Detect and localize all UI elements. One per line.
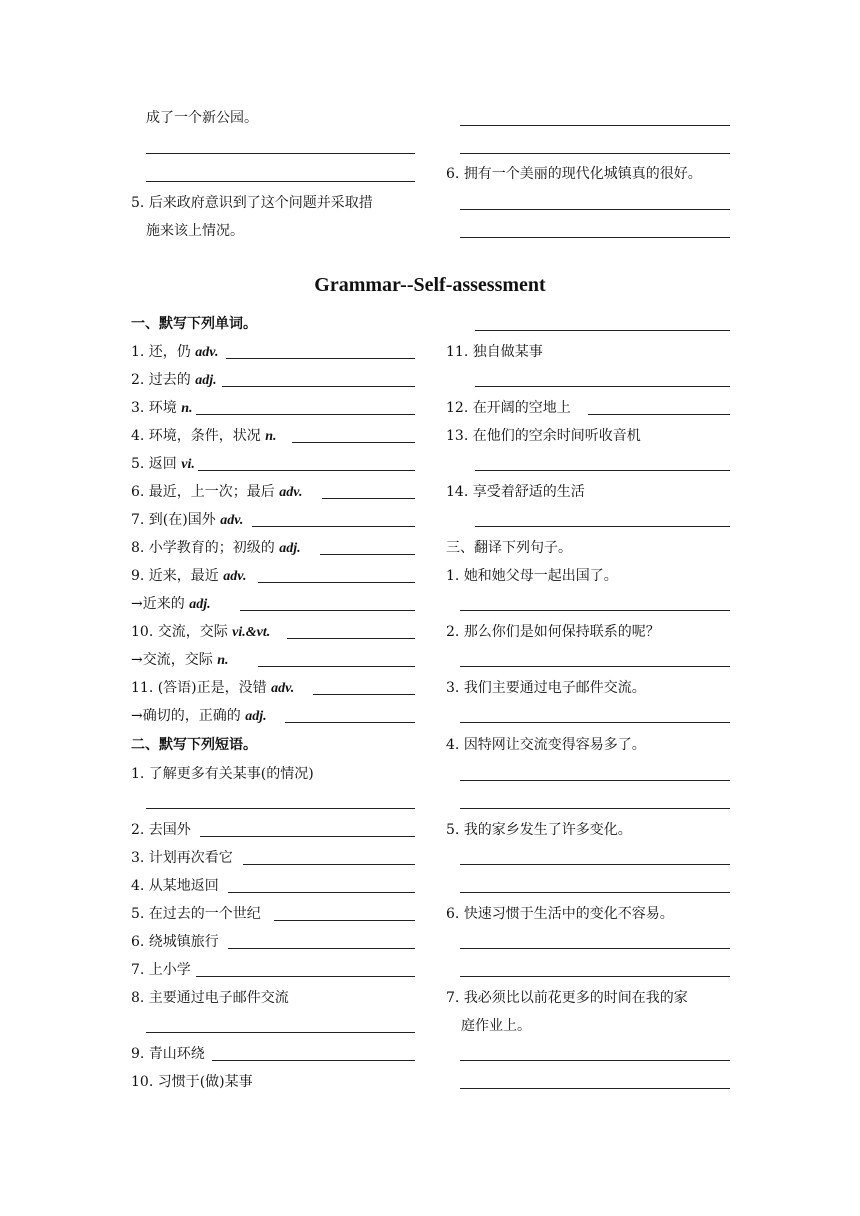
phrase-item: 6. 绕城镇旅行 xyxy=(131,934,219,950)
answer-blank[interactable] xyxy=(460,780,730,781)
word-item: 3. 环境 n. xyxy=(131,400,193,416)
answer-blank[interactable] xyxy=(320,554,415,555)
answer-blank[interactable] xyxy=(228,892,415,893)
answer-blank[interactable] xyxy=(460,976,730,977)
answer-blank[interactable] xyxy=(198,470,415,471)
item-number: 5. xyxy=(131,195,145,211)
answer-blank[interactable] xyxy=(146,181,415,182)
answer-blank[interactable] xyxy=(146,1032,415,1033)
word-item: →确切的，正确的 adj. xyxy=(131,708,267,724)
word-item: 4. 环境，条件，状况 n. xyxy=(131,428,277,444)
sentence-item: 3. 我们主要通过电子邮件交流。 xyxy=(446,680,646,696)
answer-blank[interactable] xyxy=(146,153,415,154)
item-number: 6. xyxy=(446,166,460,182)
word-item: 2. 过去的 adj. xyxy=(131,372,217,388)
item-text: 后来政府意识到了这个问题并采取措 xyxy=(148,195,373,211)
answer-blank[interactable] xyxy=(475,526,730,527)
answer-blank[interactable] xyxy=(460,666,730,667)
answer-blank[interactable] xyxy=(243,864,415,865)
answer-blank[interactable] xyxy=(460,237,730,238)
answer-blank[interactable] xyxy=(196,414,415,415)
answer-blank[interactable] xyxy=(460,1060,730,1061)
item-text: 拥有一个美丽的现代化城镇真的很好。 xyxy=(463,166,702,182)
sentence-item-cont: 庭作业上。 xyxy=(461,1018,531,1034)
answer-blank[interactable] xyxy=(460,948,730,949)
answer-blank[interactable] xyxy=(475,330,730,331)
answer-blank[interactable] xyxy=(460,610,730,611)
answer-blank[interactable] xyxy=(146,808,415,809)
word-item: 9. 近来，最近 adv. xyxy=(131,568,247,584)
answer-blank[interactable] xyxy=(240,610,415,611)
word-item: 11. (答语)正是，没错 adv. xyxy=(131,680,295,696)
answer-blank[interactable] xyxy=(588,414,730,415)
answer-blank[interactable] xyxy=(322,498,415,499)
answer-blank[interactable] xyxy=(252,526,415,527)
answer-blank[interactable] xyxy=(475,386,730,387)
answer-blank[interactable] xyxy=(475,470,730,471)
answer-blank[interactable] xyxy=(212,1060,415,1061)
word-item: 1. 还，仍 adv. xyxy=(131,344,219,360)
answer-blank[interactable] xyxy=(460,808,730,809)
phrase-item: 9. 青山环绕 xyxy=(131,1046,205,1062)
answer-blank[interactable] xyxy=(287,638,415,639)
word-item: 8. 小学教育的；初级的 adj. xyxy=(131,540,301,556)
word-item: →交流，交际 n. xyxy=(131,652,229,668)
sentence-item: 7. 我必须比以前花更多的时间在我的家 xyxy=(446,990,688,1006)
answer-blank[interactable] xyxy=(460,892,730,893)
sentence-item: 4. 因特网让交流变得容易多了。 xyxy=(446,737,646,753)
answer-blank[interactable] xyxy=(292,442,415,443)
word-item: →近来的 adj. xyxy=(131,596,211,612)
phrase-item: 4. 从某地返回 xyxy=(131,878,219,894)
answer-blank[interactable] xyxy=(226,358,415,359)
answer-blank[interactable] xyxy=(258,582,415,583)
phrase-item: 1. 了解更多有关某事(的情况) xyxy=(131,766,314,782)
phrase-item: 7. 上小学 xyxy=(131,962,191,978)
word-item: 6. 最近，上一次；最后 adv. xyxy=(131,484,303,500)
answer-blank[interactable] xyxy=(258,666,415,667)
answer-blank[interactable] xyxy=(460,1088,730,1089)
phrase-item: 3. 计划再次看它 xyxy=(131,850,233,866)
phrase-item: 5. 在过去的一个世纪 xyxy=(131,906,261,922)
answer-blank[interactable] xyxy=(274,920,415,921)
answer-blank[interactable] xyxy=(460,125,730,126)
phrase-item: 10. 习惯于(做)某事 xyxy=(131,1074,253,1090)
top-left-continuation: 成了一个新公园。 xyxy=(146,110,258,126)
answer-blank[interactable] xyxy=(285,722,415,723)
phrase-item: 2. 去国外 xyxy=(131,822,191,838)
section-heading: 二、默写下列短语。 xyxy=(131,737,257,753)
word-item: 10. 交流，交际 vi.&vt. xyxy=(131,624,271,640)
phrase-item: 11. 独自做某事 xyxy=(446,344,543,360)
answer-blank[interactable] xyxy=(460,864,730,865)
answer-blank[interactable] xyxy=(222,386,415,387)
answer-blank[interactable] xyxy=(196,976,415,977)
sentence-item: 5. 我的家乡发生了许多变化。 xyxy=(446,822,632,838)
section-heading: 三、翻译下列句子。 xyxy=(446,540,572,556)
sentence-item: 1. 她和她父母一起出国了。 xyxy=(446,568,618,584)
phrase-item: 8. 主要通过电子邮件交流 xyxy=(131,990,289,1006)
word-item: 7. 到(在)国外 adv. xyxy=(131,512,244,528)
answer-blank[interactable] xyxy=(313,694,415,695)
word-item: 5. 返回 vi. xyxy=(131,456,195,472)
answer-blank[interactable] xyxy=(460,722,730,723)
page-title: Grammar--Self-assessment xyxy=(314,274,546,296)
phrase-item: 13. 在他们的空余时间听收音机 xyxy=(446,428,641,444)
phrase-item: 12. 在开阔的空地上 xyxy=(446,400,571,416)
sentence-item: 2. 那么你们是如何保持联系的呢？ xyxy=(446,624,660,640)
top-item-5 xyxy=(131,193,373,213)
answer-blank[interactable] xyxy=(460,153,730,154)
top-item-5-cont: 施来该上情况。 xyxy=(146,223,244,239)
answer-blank[interactable] xyxy=(200,836,415,837)
answer-blank[interactable] xyxy=(228,948,415,949)
top-item-6 xyxy=(446,164,702,184)
phrase-item: 14. 享受着舒适的生活 xyxy=(446,484,585,500)
sentence-item: 6. 快速习惯于生活中的变化不容易。 xyxy=(446,906,674,922)
answer-blank[interactable] xyxy=(460,209,730,210)
section-heading: 一、默写下列单词。 xyxy=(131,316,257,332)
